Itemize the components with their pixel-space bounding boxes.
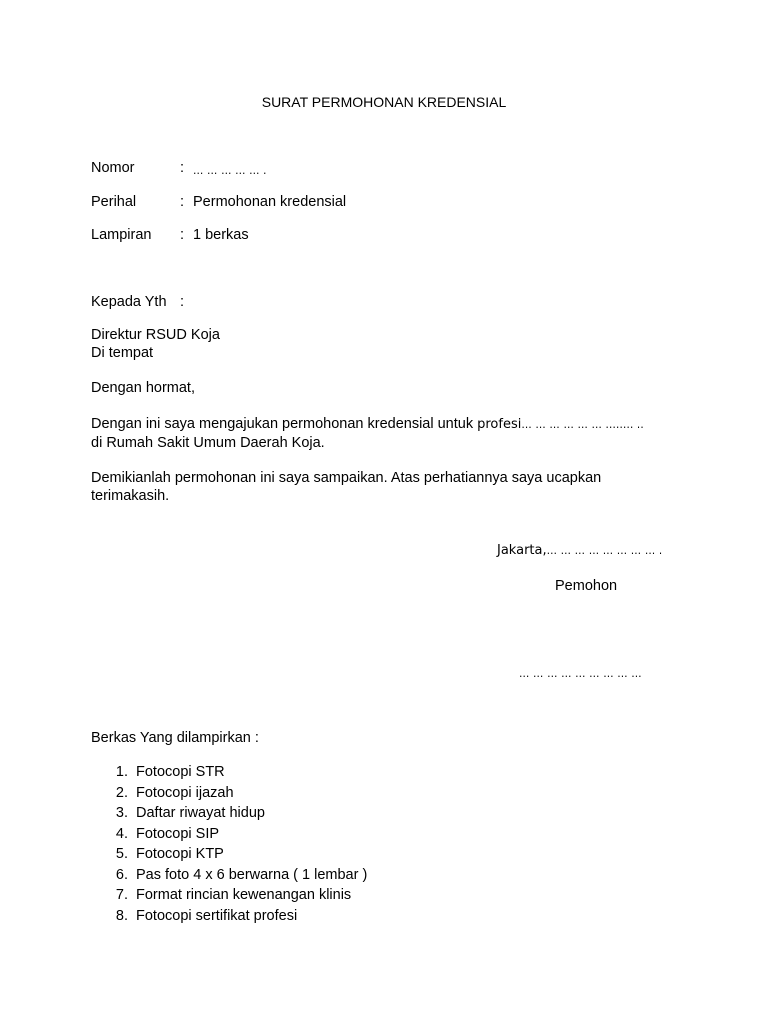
recipient-label: Kepada Yth <box>91 294 167 310</box>
lampiran-value: 1 berkas <box>193 227 249 243</box>
list-item-text: Format rincian kewenangan klinis <box>136 887 352 903</box>
list-item-number: 1. <box>115 764 128 780</box>
perihal-colon: : <box>180 194 185 210</box>
nomor-value: … … … … … . <box>193 163 267 177</box>
p1-dots: … … … … … … ........ .. <box>521 417 644 431</box>
perihal-value: Permohonan kredensial <box>193 194 347 210</box>
nomor-colon: : <box>180 160 185 176</box>
recipient-name: Direktur RSUD Koja <box>91 327 220 343</box>
body-paragraph-2-line-2: terimakasih. <box>91 488 170 504</box>
lampiran-colon: : <box>180 227 185 243</box>
attachments-heading: Berkas Yang dilampirkan : <box>91 730 259 746</box>
list-item-text: Daftar riwayat hidup <box>136 805 265 821</box>
list-item-text: Fotocopi SIP <box>136 825 220 842</box>
p1-profesi: profesi <box>477 417 522 432</box>
list-item-text: Fotocopi KTP <box>136 846 224 862</box>
perihal-label: Perihal <box>91 194 137 210</box>
place-date-dots: … … … … … … … … . <box>546 543 663 557</box>
recipient-colon: : <box>180 294 185 310</box>
signer-name-placeholder: … … … … … … … … … <box>519 666 642 680</box>
lampiran-label: Lampiran <box>91 227 152 243</box>
nomor-label: Nomor <box>91 160 135 176</box>
signer-role: Pemohon <box>555 578 618 594</box>
place-date <box>497 542 662 558</box>
place-date-city: Jakarta, <box>497 543 547 558</box>
list-item-number: 5. <box>115 846 128 862</box>
p1-text: Dengan ini saya mengajukan permohonan kredensial untuk <box>91 416 478 432</box>
list-item-number: 6. <box>115 866 128 883</box>
list-item-text: Pas foto 4 x 6 berwarna ( 1 lembar ) <box>136 866 368 883</box>
document-title: SURAT PERMOHONAN KREDENSIAL <box>261 94 507 110</box>
list-item-number: 2. <box>115 784 128 801</box>
salutation: Dengan hormat, <box>91 380 195 396</box>
list-item-number: 8. <box>115 907 128 924</box>
recipient-place: Di tempat <box>91 345 154 361</box>
list-item-text: Fotocopi STR <box>136 764 225 780</box>
list-item-text: Fotocopi sertifikat profesi <box>136 907 298 924</box>
body-paragraph-2-line-1: Demikianlah permohonan ini saya sampaikan. Atas perhatiannya saya ucapkan <box>91 470 602 486</box>
body-paragraph-1-line-1 <box>91 416 644 432</box>
list-item-number: 3. <box>115 805 128 821</box>
list-item-number: 4. <box>115 825 128 842</box>
list-item-number: 7. <box>115 887 128 903</box>
list-item-text: Fotocopi ijazah <box>136 784 234 801</box>
body-paragraph-1-line-2: di Rumah Sakit Umum Daerah Koja. <box>91 435 325 451</box>
